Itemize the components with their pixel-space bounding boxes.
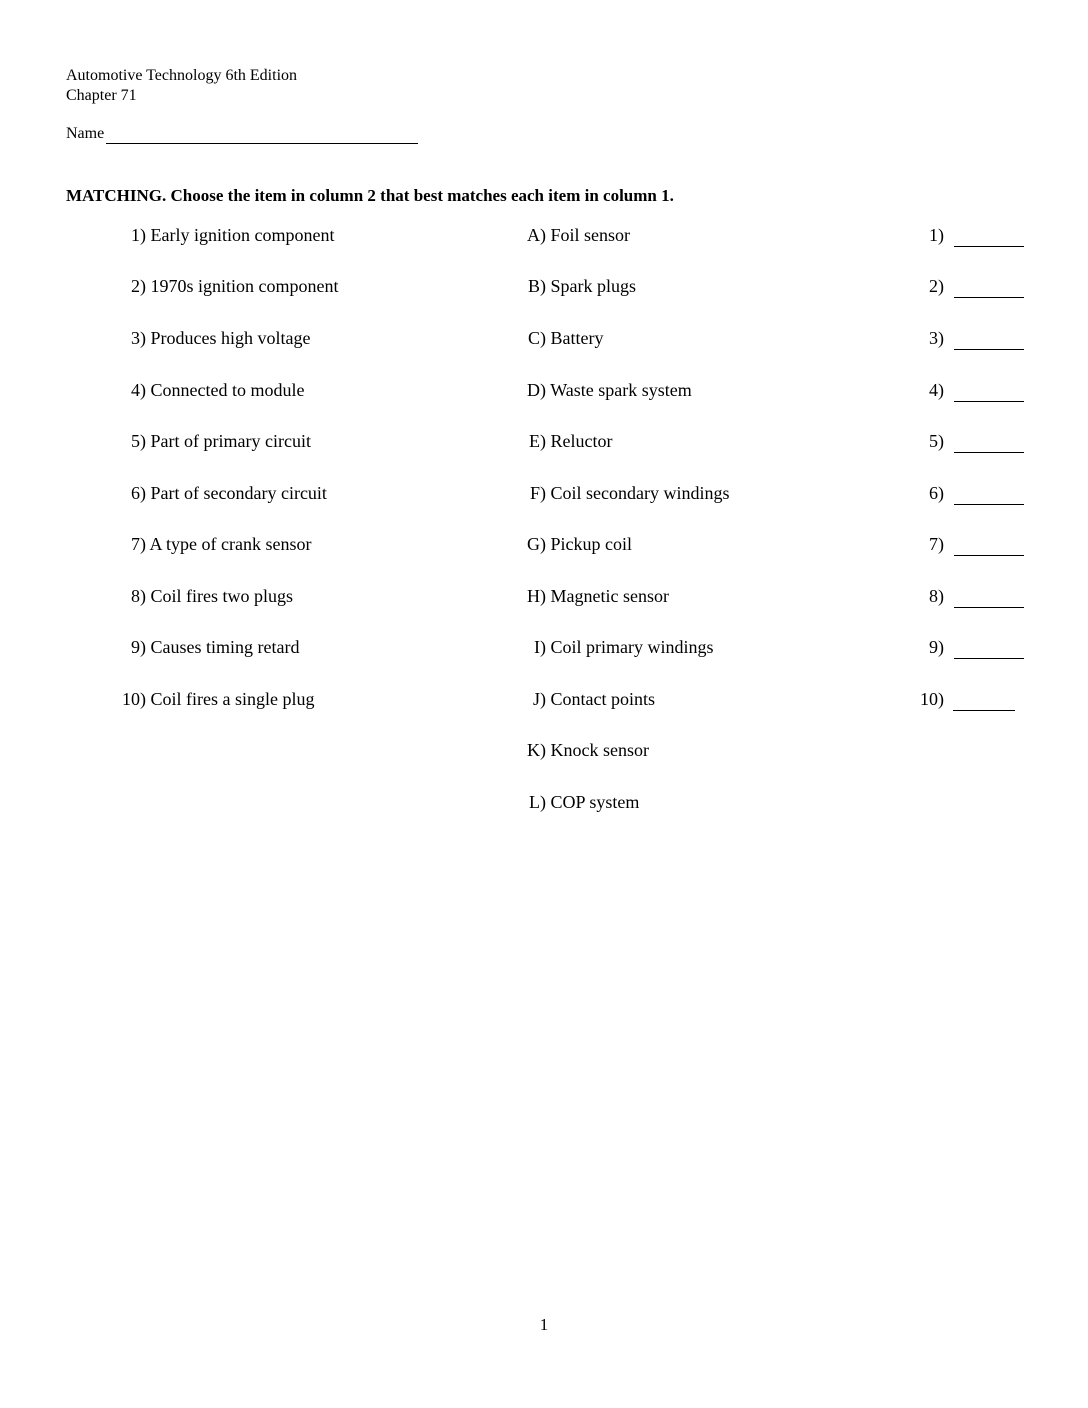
choice-text: Spark plugs [550,276,636,296]
column-1-item [0,481,350,505]
column-2-choice [470,274,790,298]
column-1-item [0,274,350,298]
answer-blank[interactable] [954,487,1024,505]
column-2-choice [470,223,790,247]
column-1-item [0,429,350,453]
matching-row [0,584,1088,608]
answer-number: 1) [929,225,944,245]
column-1-item [0,635,350,659]
answer-number: 6) [929,483,944,503]
choice-letter: C) [528,328,546,348]
column-2-choice [470,481,790,505]
matching-row [0,481,1088,505]
column-2-choice [470,378,790,402]
column-2-choice [470,790,790,814]
item-number: 2) [131,276,146,296]
answer-slot [900,481,1030,505]
item-number: 8) [131,586,146,606]
answer-slot [900,584,1030,608]
answer-number: 5) [929,431,944,451]
answer-number: 3) [929,328,944,348]
choice-letter: L) [529,792,546,812]
answer-slot [900,378,1030,402]
answer-number: 8) [929,586,944,606]
column-2-choice [470,635,790,659]
answer-slot [900,274,1030,298]
answer-number: 9) [929,637,944,657]
choice-letter: J) [533,689,546,709]
column-2-choice [470,687,790,711]
matching-row [0,326,1088,350]
item-term: Early ignition component [150,225,335,245]
choice-text: Magnetic sensor [550,586,669,606]
answer-blank[interactable] [953,693,1015,711]
column-1-item [0,378,350,402]
answer-blank[interactable] [954,384,1024,402]
choice-text: Coil primary windings [550,637,714,657]
matching-row [0,429,1088,453]
answer-number: 2) [929,276,944,296]
matching-row [0,635,1088,659]
answer-slot [900,429,1030,453]
choice-letter: B) [528,276,546,296]
choice-text: Reluctor [550,431,613,451]
item-number: 7) [131,534,146,554]
answer-slot [900,635,1030,659]
choice-letter: F) [529,483,546,503]
choice-letter: E) [529,431,546,451]
choice-text: Coil secondary windings [550,483,730,503]
choice-text: Foil sensor [550,225,631,245]
column-2-choice [470,326,790,350]
item-number: 6) [131,483,146,503]
matching-row [0,687,1088,711]
answer-slot [900,532,1030,556]
answer-slot [900,687,1030,711]
choice-text: Pickup coil [550,534,632,554]
choice-text: Knock sensor [550,740,649,760]
column-2-choice [470,738,790,762]
choice-text: Waste spark system [550,380,692,400]
choice-letter: I) [534,637,546,657]
item-term: Produces high voltage [150,328,311,348]
item-number: 10) [122,689,146,709]
matching-row [0,532,1088,556]
answer-number: 7) [929,534,944,554]
item-number: 3) [131,328,146,348]
item-term: Coil fires a single plug [150,689,315,709]
choice-text: COP system [550,792,640,812]
item-number: 5) [131,431,146,451]
choice-text: Battery [550,328,604,348]
column-2-choice [470,532,790,556]
choice-letter: D) [527,380,546,400]
answer-slot [900,326,1030,350]
item-term: 1970s ignition component [150,276,339,296]
column-2-choice [470,584,790,608]
item-term: A type of crank sensor [149,534,312,554]
answer-blank[interactable] [954,538,1024,556]
extra-choice-row [0,738,1088,762]
item-term: Part of primary circuit [150,431,311,451]
answer-number: 4) [929,380,944,400]
answer-blank[interactable] [954,590,1024,608]
name-blank-line[interactable] [106,125,418,144]
item-term: Connected to module [150,380,305,400]
item-number: 9) [131,637,146,657]
document-title: Automotive Technology 6th Edition [66,67,298,84]
name-label: Name [66,125,105,142]
choice-letter: A) [527,225,546,245]
answer-blank[interactable] [954,641,1024,659]
answer-slot [900,223,1030,247]
answer-number: 10) [920,689,944,709]
matching-instructions: MATCHING. Choose the item in column 2 that best matches each item in column 1. [66,186,674,205]
item-term: Causes timing retard [150,637,300,657]
choice-letter: H) [527,586,546,606]
item-number: 1) [131,225,146,245]
matching-row [0,378,1088,402]
column-1-item [0,687,350,711]
extra-choice-row [0,790,1088,814]
matching-row [0,223,1088,247]
answer-blank[interactable] [954,435,1024,453]
column-2-choice [470,429,790,453]
item-term: Coil fires two plugs [150,586,293,606]
item-term: Part of secondary circuit [150,483,327,503]
column-1-item [0,584,350,608]
matching-row [0,274,1088,298]
choice-letter: G) [527,534,546,554]
item-number: 4) [131,380,146,400]
choice-text: Contact points [550,689,655,709]
choice-letter: K) [527,740,546,760]
answer-blank[interactable] [954,332,1024,350]
column-1-item [0,326,350,350]
column-1-item [0,532,350,556]
answer-blank[interactable] [954,229,1024,247]
answer-blank[interactable] [954,280,1024,298]
page-number: 1 [539,1315,549,1334]
name-row [66,124,418,144]
chapter-label: Chapter 71 [66,87,137,104]
column-1-item [0,223,350,247]
